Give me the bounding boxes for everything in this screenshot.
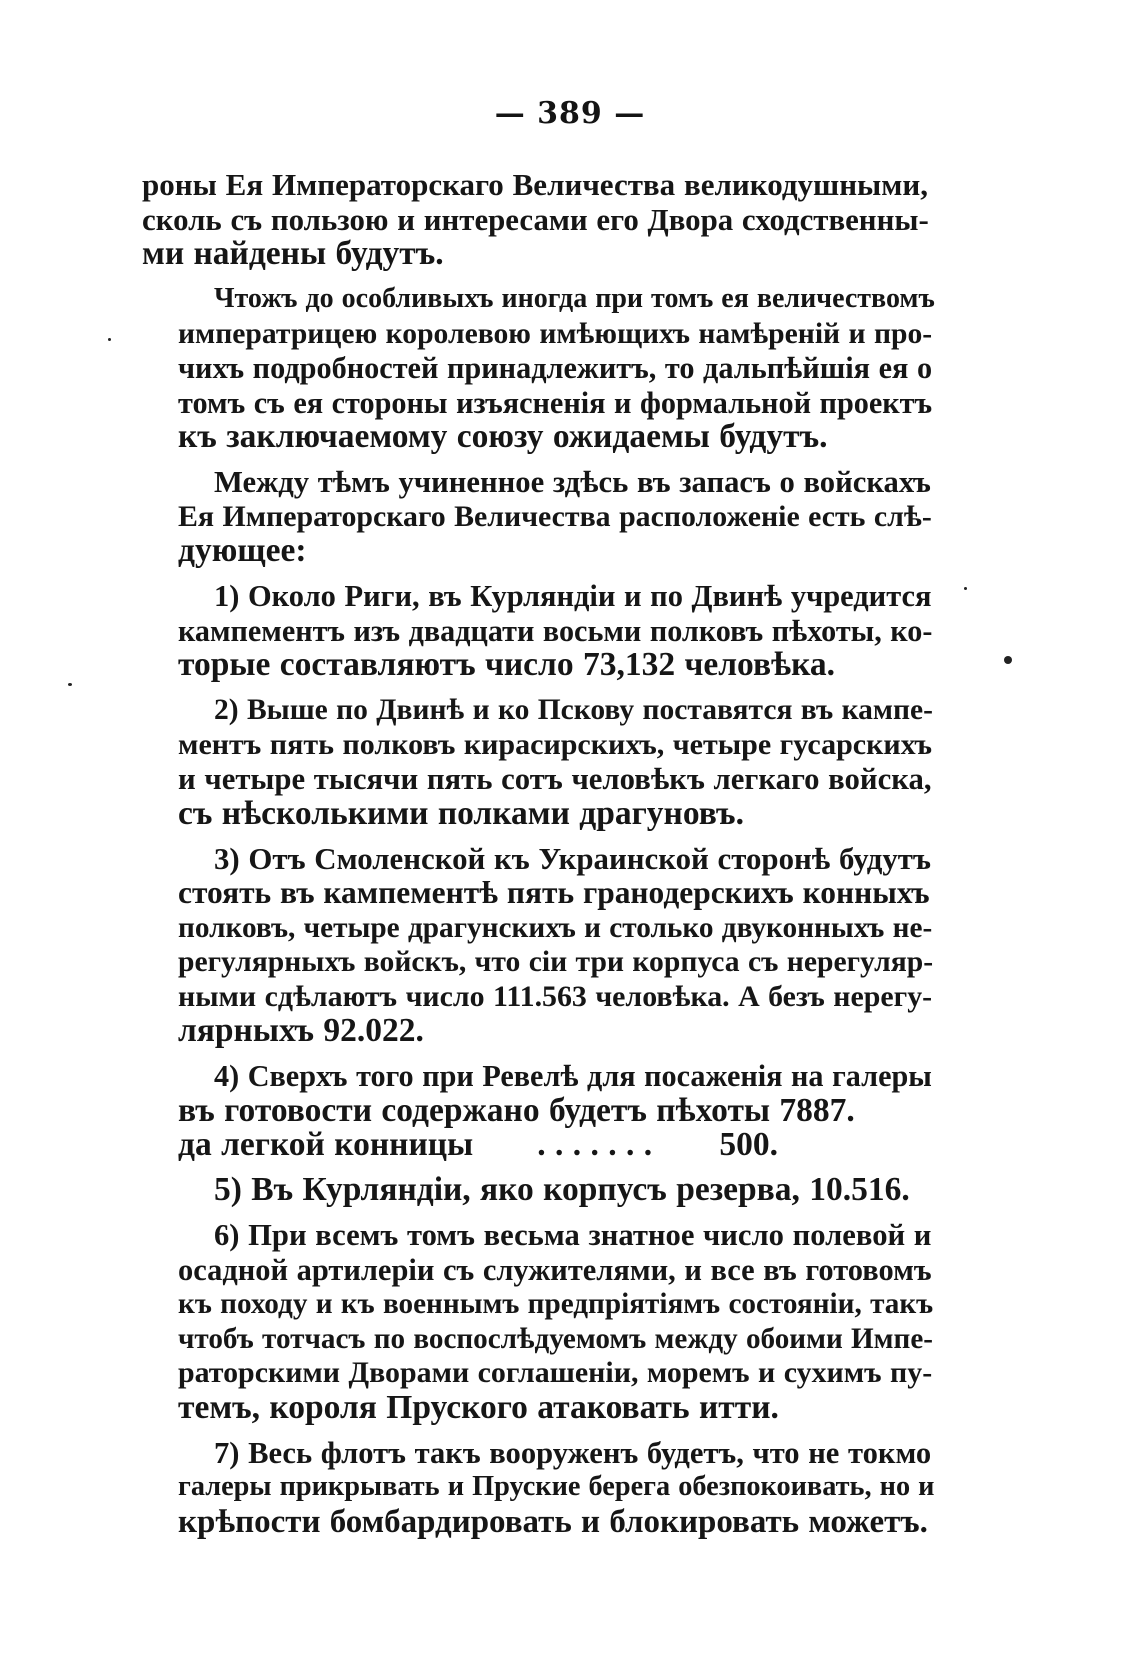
text-line: 7) Весь флотъ такъ вооруженъ будетъ, что не токмо (214, 1435, 932, 1470)
numbered-paragraph-7 (142, 1435, 935, 1540)
text-line: Чтожъ до особливыхъ иногда при томъ ея величествомъ (214, 283, 935, 314)
text-line: императрицею королевою имѣющихъ намѣреній и про- (178, 317, 933, 350)
text-line: сколь съ пользою и интересами его Двора сходственны- (142, 202, 929, 237)
text-line: 4) Сверхъ того при Ревелѣ для посаженія на галеры (214, 1059, 932, 1093)
text-line: ми найдены будутъ. (142, 235, 444, 272)
scan-speck (108, 338, 111, 341)
text-line: дующее: (178, 532, 307, 569)
text-line: и четыре тысячи пять сотъ человѣкъ легкаго войска, (178, 762, 932, 796)
text-line: къ заключаемому союзу ожидаемы будутъ. (178, 418, 828, 455)
body-text (142, 167, 935, 1550)
text-line: томъ съ ея стороны изъясненія и формальной проектъ (178, 385, 933, 420)
dot-leader: . . . . . . . (537, 1126, 653, 1163)
text-line: къ походу и къ военнымъ предпріятіямъ состояніи, такъ (178, 1288, 934, 1320)
scan-speck (964, 587, 967, 590)
scan-speck (68, 683, 72, 686)
text-line: кампементъ изъ двадцати восьми полковъ пѣхоты, ко- (178, 613, 933, 648)
text-line: 5) Въ Курляндіи, яко корпусъ резерва, 10.516. (214, 1171, 910, 1208)
paragraph (142, 282, 935, 455)
text-line: съ нѣсколькими полками драгуновъ. (178, 794, 744, 832)
text-line: торые составляютъ число 73,132 человѣка. (178, 646, 836, 683)
text-line: полковъ, четыре драгунскихъ и столько двуконныхъ не- (178, 911, 933, 944)
text-line: 6) При всемъ томъ весьма знатное число полевой и (214, 1218, 932, 1252)
numbered-paragraph-1 (142, 579, 933, 683)
page-number: — 389 — (494, 96, 646, 131)
text-line: темъ, короля Пруского атаковать итти. (178, 1388, 779, 1426)
paragraph (142, 465, 932, 569)
numbered-paragraph-5 (142, 1173, 928, 1208)
text-line: 3) Отъ Смоленской къ Украинской сторонѣ будутъ (214, 841, 931, 876)
text-line: чтобъ тотчасъ по воспослѣдуемомъ между обоими Импе- (178, 1322, 933, 1355)
text-line: ментъ пять полковъ кирасирскихъ, четыре гусарскихъ (178, 727, 933, 761)
scan-speck (1004, 656, 1012, 664)
paragraph-continuation (142, 168, 928, 272)
text-line: въ готовости содержано будетъ пѣхоты 7887. (178, 1091, 855, 1129)
tab-value: 500. (719, 1126, 778, 1163)
text-line: стоять въ кампементѣ пять гранодерскихъ конныхъ (178, 875, 930, 910)
text-line: крѣпости бомбардировать и блокировать можетъ. (178, 1503, 928, 1540)
tabular-line (142, 1128, 928, 1163)
tab-label: да легкой конницы (178, 1126, 474, 1163)
numbered-paragraph-4 (142, 1059, 932, 1163)
text-line: осадной артилеріи съ служителями, и все въ готовомъ (178, 1252, 932, 1287)
text-line: 2) Выше по Двинѣ и ко Пскову поставятся въ кампе- (214, 694, 933, 726)
text-line: галеры прикрывать и Пруские берега обезпокоивать, но и (178, 1471, 935, 1502)
numbered-paragraph-6 (142, 1218, 934, 1426)
text-line: 1) Около Риги, въ Курляндіи и по Двинѣ учредится (214, 579, 932, 613)
text-line: Ея Императорскаго Величества расположеніе есть слѣ- (178, 499, 932, 533)
text-line: регулярныхъ войскъ, что сіи три корпуса съ нерегуляр- (178, 946, 934, 978)
text-line: ными сдѣлаютъ число 111.563 человѣка. А безъ нерегу- (178, 979, 933, 1013)
text-line: чихъ подробностей принадлежитъ, то дальпѣйшія ея о (178, 351, 933, 385)
numbered-paragraph-3 (142, 841, 934, 1049)
text-line: роны Ея Императорскаго Величества великодушными, (142, 167, 928, 202)
text-line: лярныхъ 92.022. (178, 1012, 424, 1049)
numbered-paragraph-2 (142, 693, 933, 832)
text-line: раторскими Дворами соглашеніи, моремъ и сухимъ пу- (178, 1356, 933, 1389)
text-line: Между тѣмъ учиненное здѣсь въ запасъ о войскахъ (214, 465, 931, 499)
